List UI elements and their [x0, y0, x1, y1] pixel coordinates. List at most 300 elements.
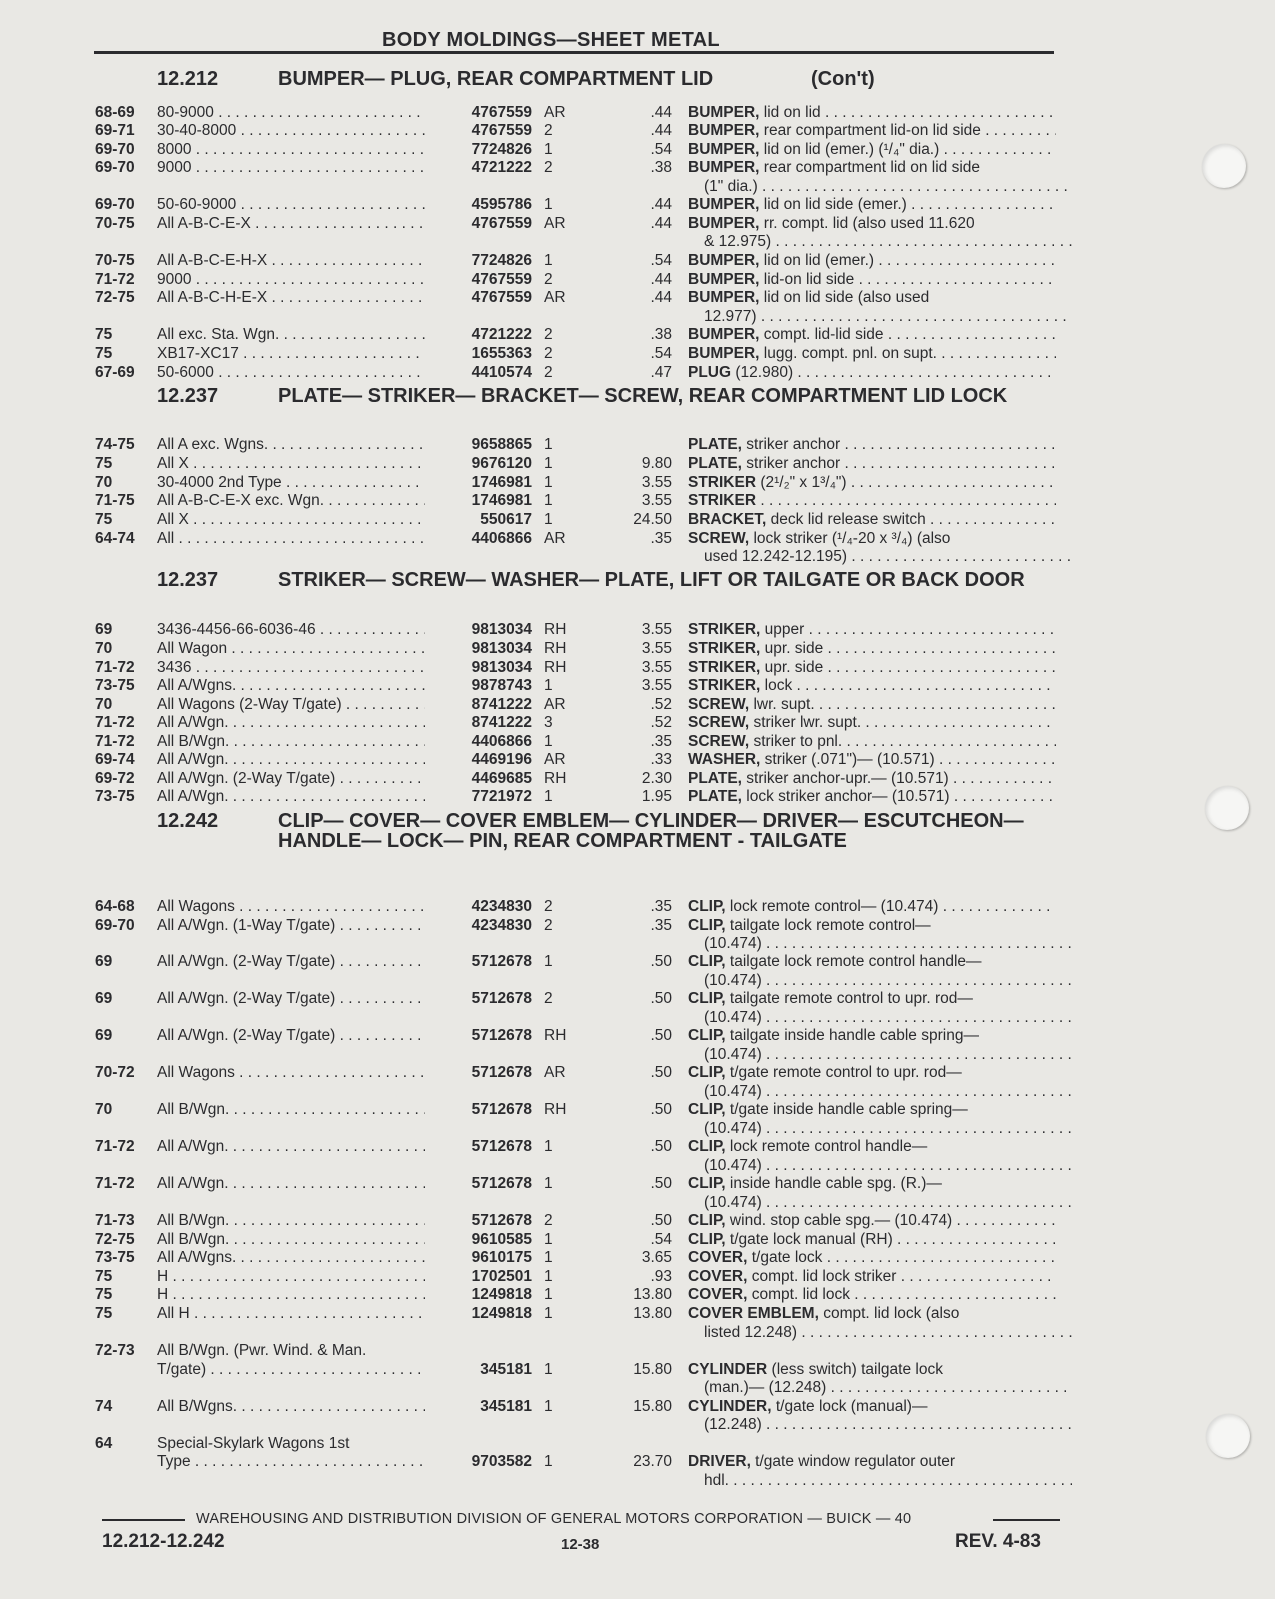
row-year: 70	[95, 640, 113, 657]
row-quantity: AR	[544, 696, 566, 713]
part-detail: lock striker anchor— (10.571)	[741, 788, 950, 805]
row-description	[688, 215, 1056, 233]
row-description	[688, 677, 1056, 695]
row-year: 73-75	[95, 677, 135, 694]
part-detail: listed 12.248)	[704, 1324, 798, 1341]
table-row	[0, 733, 1275, 751]
part-detail: tailgate lock remote control—	[725, 917, 931, 934]
part-name: PLATE,	[688, 436, 742, 453]
part-detail: t/gate lock (manual)—	[771, 1398, 928, 1415]
row-year: 75	[95, 1286, 113, 1303]
table-row	[0, 935, 1275, 953]
row-model: 9000 . . .	[157, 159, 425, 177]
row-model: 30-40-8000 . . .	[157, 122, 425, 140]
part-name: STRIKER	[688, 492, 757, 509]
row-part-number: 9610585	[471, 1231, 532, 1248]
row-model: All A-B-C-E-H-X . . .	[157, 252, 425, 270]
row-year: 69	[95, 1027, 113, 1044]
part-name: DRIVER,	[688, 1453, 751, 1470]
table-row	[0, 252, 1275, 270]
row-model: 9000 . . .	[157, 271, 425, 289]
row-price: 9.80	[641, 455, 672, 472]
row-quantity: 1	[544, 1249, 553, 1266]
row-price: .38	[650, 326, 672, 343]
part-detail: upr. side	[760, 659, 824, 676]
part-detail: striker to pnl.	[749, 733, 843, 750]
row-part-number: 4406866	[471, 733, 532, 750]
row-quantity: 1	[544, 788, 553, 805]
row-part-number: 4406866	[471, 530, 532, 547]
title-rule	[94, 51, 1054, 54]
row-model: 3436-4456-66-6036-46 . . .	[157, 621, 425, 639]
part-name: STRIKER	[688, 474, 757, 491]
row-year: 69-70	[95, 141, 135, 158]
row-part-number: 7724826	[471, 252, 532, 269]
table-row	[0, 455, 1275, 473]
table-row	[0, 1361, 1275, 1379]
row-model: 80-9000 . . .	[157, 104, 425, 122]
row-year: 69-70	[95, 917, 135, 934]
row-price: .50	[650, 1064, 672, 1081]
part-name: PLATE,	[688, 788, 742, 805]
row-year: 70-75	[95, 215, 135, 232]
row-model: All B/Wgn. . . .	[157, 733, 425, 751]
part-detail: t/gate remote control to upr. rod—	[725, 1064, 962, 1081]
row-model: XB17-XC17 . . .	[157, 345, 425, 363]
row-part-number: 9813034	[471, 640, 532, 657]
part-detail: t/gate inside handle cable spring—	[725, 1101, 968, 1118]
table-row	[0, 104, 1275, 122]
part-detail: striker lwr. supt.	[749, 714, 862, 731]
row-year: 70-75	[95, 252, 135, 269]
row-price: 2.30	[641, 770, 672, 787]
row-part-number: 1746981	[471, 492, 532, 509]
row-quantity: 1	[544, 1361, 553, 1378]
row-year: 69-74	[95, 751, 135, 768]
row-part-number: 9878743	[471, 677, 532, 694]
row-part-number: 1249818	[471, 1286, 532, 1303]
footer-division: WAREHOUSING AND DISTRIBUTION DIVISION OF GENERAL MOTORS CORPORATION — BUICK — 40	[196, 1511, 912, 1527]
row-part-number: 4767559	[471, 271, 532, 288]
row-year: 69	[95, 953, 113, 970]
row-year: 69-70	[95, 159, 135, 176]
row-part-number: 4767559	[471, 289, 532, 306]
section-title: PLATE— STRIKER— BRACKET— SCREW, REAR COMPARTMENT LID LOCK	[278, 385, 1008, 407]
row-price: 24.50	[633, 511, 672, 528]
part-detail: striker anchor-upr.— (10.571)	[741, 770, 949, 787]
row-price: .52	[650, 696, 672, 713]
table-row	[0, 326, 1275, 344]
table-row	[0, 677, 1275, 695]
row-description	[688, 436, 1056, 454]
table-row	[0, 714, 1275, 732]
row-year: 71-73	[95, 1212, 135, 1229]
part-detail: (12.248)	[704, 1416, 762, 1433]
row-quantity: 2	[544, 326, 553, 343]
row-quantity: 2	[544, 364, 553, 381]
row-price: 3.55	[641, 492, 672, 509]
row-quantity: AR	[544, 104, 566, 121]
part-name: PLATE,	[688, 770, 742, 787]
row-model: All Wagons (2-Way T/gate) . . .	[157, 696, 425, 714]
row-model: All . . .	[157, 530, 425, 548]
row-quantity: 2	[544, 122, 553, 139]
row-quantity: 2	[544, 1212, 553, 1229]
row-description	[688, 898, 1056, 916]
row-year: 75	[95, 511, 113, 528]
row-price: .54	[650, 345, 672, 362]
row-description	[688, 474, 1056, 492]
row-description	[688, 1101, 1056, 1119]
row-year: 72-75	[95, 289, 135, 306]
row-description	[688, 511, 1056, 529]
row-quantity: 2	[544, 898, 553, 915]
row-year: 68-69	[95, 104, 135, 121]
row-year: 69-70	[95, 196, 135, 213]
row-price: .35	[650, 733, 672, 750]
row-part-number: 5712678	[471, 1138, 532, 1155]
part-name: BUMPER,	[688, 289, 760, 306]
row-part-number: 4767559	[471, 104, 532, 121]
row-model: All A/Wgn. . . .	[157, 751, 425, 769]
row-model: All A/Wgn. . . .	[157, 1175, 425, 1193]
row-model: H . . .	[157, 1268, 425, 1286]
row-price: 3.65	[641, 1249, 672, 1266]
row-model: All Wagon . . .	[157, 640, 425, 658]
part-detail: 12.977)	[704, 308, 757, 325]
row-price: .50	[650, 1101, 672, 1118]
row-quantity: 1	[544, 1138, 553, 1155]
row-model: All A/Wgn. (2-Way T/gate) . . .	[157, 990, 425, 1008]
part-name: BUMPER,	[688, 122, 760, 139]
row-part-number: 1655363	[471, 345, 532, 362]
row-model: All X . . .	[157, 455, 425, 473]
part-detail: striker (.071")— (10.571)	[760, 751, 935, 768]
row-quantity: RH	[544, 770, 567, 787]
row-part-number: 4767559	[471, 122, 532, 139]
row-model: All A/Wgn. . . .	[157, 1138, 425, 1156]
row-price: .50	[650, 1138, 672, 1155]
part-name: BRACKET,	[688, 511, 767, 528]
row-price: .44	[650, 104, 672, 121]
row-description	[688, 953, 1056, 971]
row-model: All A/Wgns. . . .	[157, 1249, 425, 1267]
row-description	[704, 972, 1072, 990]
row-year: 72-73	[95, 1342, 135, 1359]
part-detail: t/gate lock	[747, 1249, 823, 1266]
row-description	[704, 308, 1072, 326]
row-quantity: 1	[544, 196, 553, 213]
section-number: 12.242	[157, 810, 219, 832]
row-price: 1.95	[641, 788, 672, 805]
row-model: All A/Wgn. (1-Way T/gate) . . .	[157, 917, 425, 935]
row-price: 3.55	[641, 621, 672, 638]
row-part-number: 345181	[480, 1398, 532, 1415]
row-description	[688, 1027, 1056, 1045]
row-quantity: 1	[544, 141, 553, 158]
part-name: STRIKER,	[688, 640, 761, 657]
table-row	[0, 1342, 1275, 1360]
row-model: All X . . .	[157, 511, 425, 529]
row-part-number: 4469196	[471, 751, 532, 768]
part-detail: (man.)— (12.248)	[704, 1379, 827, 1396]
part-detail: lock	[760, 677, 793, 694]
row-price: 13.80	[633, 1286, 672, 1303]
row-year: 70-72	[95, 1064, 135, 1081]
part-name: CLIP,	[688, 898, 726, 915]
row-description	[688, 733, 1056, 751]
part-name: CLIP,	[688, 1212, 726, 1229]
row-description	[704, 548, 1072, 566]
part-detail: upper	[760, 621, 805, 638]
part-detail: (10.474)	[704, 1009, 762, 1026]
row-model: 8000 . . .	[157, 141, 425, 159]
part-detail: (1" dia.)	[704, 178, 758, 195]
row-quantity: RH	[544, 621, 567, 638]
footer-rule-left	[102, 1519, 185, 1521]
row-description	[688, 271, 1056, 289]
row-part-number: 9676120	[471, 455, 532, 472]
section-title: STRIKER— SCREW— WASHER— PLATE, LIFT OR TAILGATE OR BACK DOOR	[278, 569, 1025, 591]
row-year: 72-75	[95, 1231, 135, 1248]
table-row	[0, 1083, 1275, 1101]
row-year: 73-75	[95, 1249, 135, 1266]
part-detail: lock striker (¹/₄-20 x ³/₄) (also	[749, 530, 951, 547]
row-model: All A-B-C-H-E-X . . .	[157, 289, 425, 307]
part-name: CLIP,	[688, 1101, 726, 1118]
row-description	[704, 1472, 1072, 1490]
row-description	[704, 233, 1072, 251]
row-quantity: 1	[544, 1231, 553, 1248]
row-quantity: AR	[544, 289, 566, 306]
row-quantity: 2	[544, 990, 553, 1007]
row-part-number: 8741222	[471, 696, 532, 713]
row-description	[688, 345, 1056, 363]
part-detail: t/gate lock manual (RH)	[725, 1231, 893, 1248]
row-price: .44	[650, 196, 672, 213]
table-row	[0, 492, 1275, 510]
footer-rule-right	[993, 1519, 1060, 1521]
table-row	[0, 1101, 1275, 1119]
row-price: .35	[650, 917, 672, 934]
row-description	[688, 141, 1056, 159]
part-name: CLIP,	[688, 1231, 726, 1248]
part-detail: (less switch) tailgate lock	[767, 1361, 943, 1378]
table-row	[0, 659, 1275, 677]
row-quantity: AR	[544, 215, 566, 232]
row-quantity: 1	[544, 1398, 553, 1415]
row-quantity: RH	[544, 640, 567, 657]
part-name: SCREW,	[688, 696, 750, 713]
part-name: COVER EMBLEM,	[688, 1305, 819, 1322]
row-description	[688, 1175, 1056, 1193]
row-part-number: 5712678	[471, 1064, 532, 1081]
table-row	[0, 1027, 1275, 1045]
row-quantity: 1	[544, 1175, 553, 1192]
part-name: CLIP,	[688, 953, 726, 970]
table-row	[0, 1268, 1275, 1286]
table-row	[0, 308, 1275, 326]
part-name: SCREW,	[688, 733, 750, 750]
row-year: 75	[95, 1305, 113, 1322]
row-quantity: 1	[544, 511, 553, 528]
row-model: All B/Wgn. . . .	[157, 1101, 425, 1119]
table-row	[0, 474, 1275, 492]
row-part-number: 550617	[480, 511, 532, 528]
row-description	[704, 1046, 1072, 1064]
part-name: BUMPER,	[688, 271, 760, 288]
part-detail: (2¹/₂" x 1³/₄")	[756, 474, 847, 491]
part-detail: lugg. compt. pnl. on supt.	[759, 345, 937, 362]
row-price: .93	[650, 1268, 672, 1285]
table-row	[0, 530, 1275, 548]
row-part-number: 5712678	[471, 1027, 532, 1044]
table-row	[0, 990, 1275, 1008]
row-year: 70	[95, 1101, 113, 1118]
table-row	[0, 511, 1275, 529]
row-description	[688, 289, 1056, 307]
part-name: BUMPER,	[688, 326, 760, 343]
row-price: 13.80	[633, 1305, 672, 1322]
row-description	[688, 1398, 1056, 1416]
table-row	[0, 1398, 1275, 1416]
table-row	[0, 436, 1275, 454]
part-name: BUMPER,	[688, 215, 760, 232]
table-row	[0, 364, 1275, 382]
table-row	[0, 345, 1275, 363]
row-description	[688, 621, 1056, 639]
row-description	[688, 1361, 1056, 1379]
row-year: 71-72	[95, 1138, 135, 1155]
section-title: BUMPER— PLUG, REAR COMPARTMENT LID	[278, 68, 714, 90]
row-description	[688, 326, 1056, 344]
row-price: .50	[650, 1027, 672, 1044]
table-row	[0, 1212, 1275, 1230]
part-detail: (10.474)	[704, 1120, 762, 1137]
row-model: 50-6000 . . .	[157, 364, 425, 382]
row-part-number: 5712678	[471, 1101, 532, 1118]
part-name: BUMPER,	[688, 196, 760, 213]
row-quantity: RH	[544, 1101, 567, 1118]
part-detail: lid on lid	[759, 104, 821, 121]
row-description	[704, 1416, 1072, 1434]
part-detail: rear compartment lid on lid side	[759, 159, 981, 176]
row-description	[704, 935, 1072, 953]
row-quantity: RH	[544, 1027, 567, 1044]
table-row	[0, 898, 1275, 916]
table-row	[0, 972, 1275, 990]
row-description	[688, 714, 1056, 732]
row-part-number: 9658865	[471, 436, 532, 453]
row-description	[704, 1194, 1072, 1212]
row-model: All B/Wgns. . . .	[157, 1398, 425, 1416]
part-detail: & 12.975)	[704, 233, 772, 250]
section-title: CLIP— COVER— COVER EMBLEM— CYLINDER— DRIVER— ESCUTCHEON— HANDLE— LOCK— PIN, REAR COMPARTMENT - TAILGATE	[278, 810, 1024, 852]
row-price: 15.80	[633, 1361, 672, 1378]
row-part-number: 4234830	[471, 898, 532, 915]
part-detail: upr. side	[760, 640, 824, 657]
row-part-number: 5712678	[471, 1175, 532, 1192]
part-detail: inside handle cable spg. (R.)—	[725, 1175, 942, 1192]
table-row	[0, 1046, 1275, 1064]
row-part-number: 4595786	[471, 196, 532, 213]
row-year: 75	[95, 455, 113, 472]
row-model: All A/Wgn. . . .	[157, 714, 425, 732]
row-part-number: 1702501	[471, 1268, 532, 1285]
part-name: BUMPER,	[688, 104, 760, 121]
part-detail: t/gate window regulator outer	[750, 1453, 956, 1470]
row-part-number: 4410574	[471, 364, 532, 381]
row-price: .54	[650, 252, 672, 269]
table-row	[0, 1453, 1275, 1471]
row-quantity: RH	[544, 659, 567, 676]
part-name: BUMPER,	[688, 345, 760, 362]
row-price: 3.55	[641, 677, 672, 694]
table-row	[0, 640, 1275, 658]
part-detail: compt. lid lock striker	[747, 1268, 897, 1285]
row-quantity: AR	[544, 530, 566, 547]
row-description	[688, 196, 1056, 214]
part-detail: lid on lid (emer.) (¹/₄" dia.)	[759, 141, 940, 158]
page-title: BODY MOLDINGS—SHEET METAL	[382, 29, 720, 51]
table-row	[0, 917, 1275, 935]
row-part-number: 4767559	[471, 215, 532, 232]
part-detail: lock remote control— (10.474)	[725, 898, 939, 915]
row-year: 71-72	[95, 1175, 135, 1192]
part-detail: striker anchor	[741, 455, 841, 472]
row-year: 69	[95, 990, 113, 1007]
table-row	[0, 548, 1275, 566]
part-detail: lid on lid side (emer.)	[759, 196, 907, 213]
table-row	[0, 1138, 1275, 1156]
row-quantity: 2	[544, 159, 553, 176]
part-detail: lid-on lid side	[759, 271, 855, 288]
part-detail: (10.474)	[704, 1194, 762, 1211]
row-price: .44	[650, 215, 672, 232]
row-quantity: 2	[544, 917, 553, 934]
row-description	[704, 1157, 1072, 1175]
table-row	[0, 1379, 1275, 1397]
row-part-number: 5712678	[471, 1212, 532, 1229]
table-row	[0, 271, 1275, 289]
part-name: BUMPER,	[688, 141, 760, 158]
row-description	[688, 1453, 1056, 1471]
row-description	[688, 122, 1056, 140]
row-description	[688, 640, 1056, 658]
part-detail: deck lid release switch	[766, 511, 926, 528]
row-year: 75	[95, 1268, 113, 1285]
row-description	[688, 1212, 1056, 1230]
table-row	[0, 1231, 1275, 1249]
row-model: All A/Wgn. . . .	[157, 788, 425, 806]
part-detail: hdl.	[704, 1472, 729, 1489]
part-name: CLIP,	[688, 990, 726, 1007]
row-year: 71-72	[95, 659, 135, 676]
table-row	[0, 122, 1275, 140]
row-quantity: 1	[544, 436, 553, 453]
part-detail: tailgate inside handle cable spring—	[725, 1027, 979, 1044]
row-quantity: 1	[544, 1453, 553, 1470]
row-quantity: 2	[544, 271, 553, 288]
part-detail: compt. lid lock	[747, 1286, 850, 1303]
row-description	[688, 1305, 1056, 1323]
part-name: CLIP,	[688, 1175, 726, 1192]
part-name: CLIP,	[688, 1027, 726, 1044]
row-part-number: 5712678	[471, 990, 532, 1007]
row-description	[688, 1231, 1056, 1249]
table-row	[0, 1120, 1275, 1138]
row-price: .44	[650, 122, 672, 139]
